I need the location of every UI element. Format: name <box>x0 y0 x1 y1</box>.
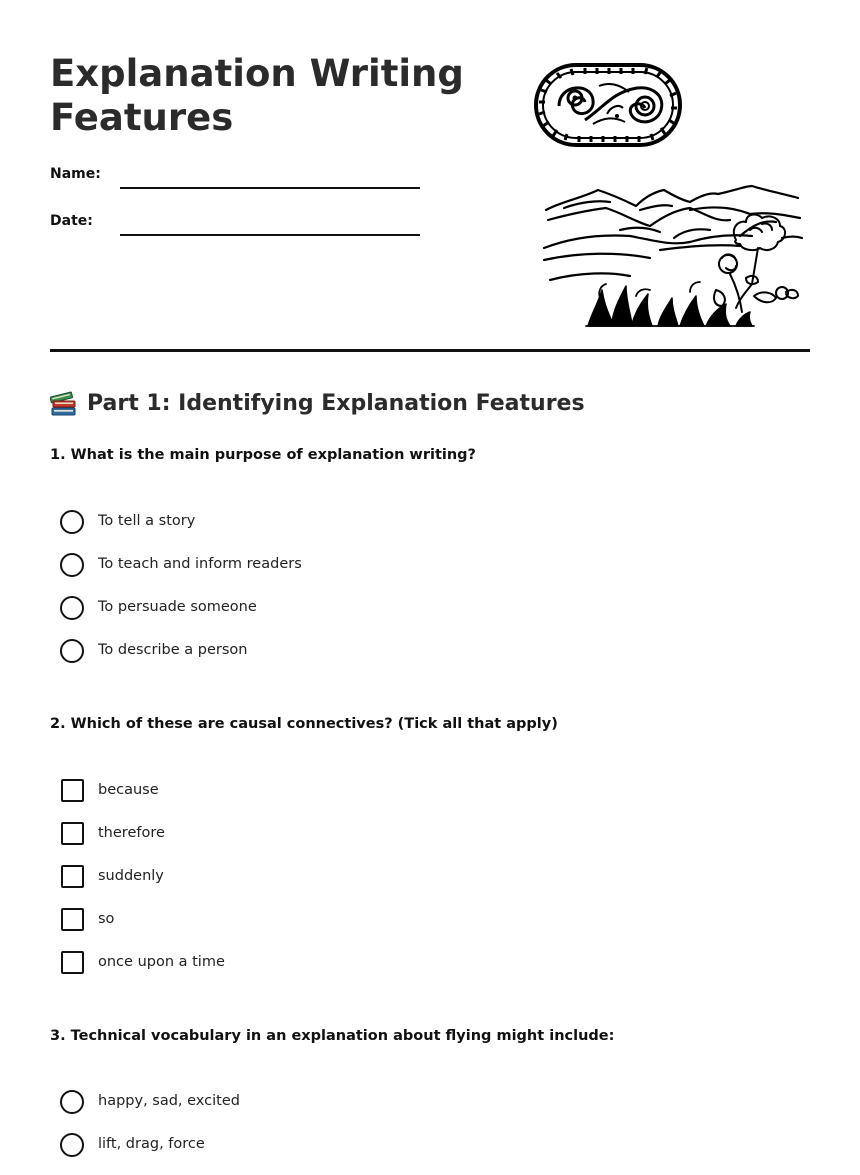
radio-button[interactable] <box>60 510 84 534</box>
radio-button[interactable] <box>60 553 84 577</box>
question-2-option[interactable] <box>60 907 560 950</box>
option-label: To teach and inform readers <box>98 556 302 572</box>
option-label: because <box>98 782 159 798</box>
option-label: therefore <box>98 825 165 841</box>
header-divider <box>50 349 810 352</box>
radio-button[interactable] <box>60 1090 84 1114</box>
date-write-line[interactable] <box>120 234 420 236</box>
name-field <box>50 160 420 190</box>
name-write-line[interactable] <box>120 187 420 189</box>
question-2-option[interactable] <box>60 778 560 821</box>
hills-and-flower-illustration <box>540 180 805 330</box>
option-label: suddenly <box>98 868 164 884</box>
option-label: To describe a person <box>98 642 248 658</box>
worksheet-title: Explanation Writing Features <box>50 52 464 139</box>
question-2-option[interactable] <box>60 864 560 907</box>
radio-button[interactable] <box>60 639 84 663</box>
option-label: To persuade someone <box>98 599 257 615</box>
knot-seal-icon <box>533 62 683 148</box>
question-3-option[interactable] <box>60 1089 560 1132</box>
question-3-option[interactable] <box>60 1132 560 1175</box>
option-label: To tell a story <box>98 513 196 529</box>
question-1-options <box>60 509 560 681</box>
option-label: once upon a time <box>98 954 225 970</box>
part1-heading-text: Part 1: Identifying Explanation Features <box>87 391 585 416</box>
question-1-option[interactable] <box>60 509 560 552</box>
question-2-option[interactable] <box>60 821 560 864</box>
checkbox[interactable] <box>61 908 84 931</box>
radio-button[interactable] <box>60 596 84 620</box>
question-2-option[interactable] <box>60 950 560 993</box>
question-1-option[interactable] <box>60 638 560 681</box>
question-1-option[interactable] <box>60 595 560 638</box>
question-1-option[interactable] <box>60 552 560 595</box>
question-1: 1. What is the main purpose of explanation writing? <box>50 447 476 463</box>
part1-heading <box>50 388 585 420</box>
question-2-options <box>60 778 560 993</box>
question-3: 3. Technical vocabulary in an explanation about flying might include: <box>50 1028 615 1044</box>
books-icon <box>50 390 78 418</box>
name-label: Name: <box>50 166 101 182</box>
checkbox[interactable] <box>61 865 84 888</box>
question-3-options <box>60 1089 560 1175</box>
radio-button[interactable] <box>60 1133 84 1157</box>
date-field <box>50 207 420 237</box>
option-label: happy, sad, excited <box>98 1093 240 1109</box>
date-label: Date: <box>50 213 93 229</box>
option-label: lift, drag, force <box>98 1136 205 1152</box>
checkbox[interactable] <box>61 822 84 845</box>
option-label: so <box>98 911 115 927</box>
question-2: 2. Which of these are causal connectives? (Tick all that apply) <box>50 716 558 732</box>
checkbox[interactable] <box>61 779 84 802</box>
checkbox[interactable] <box>61 951 84 974</box>
